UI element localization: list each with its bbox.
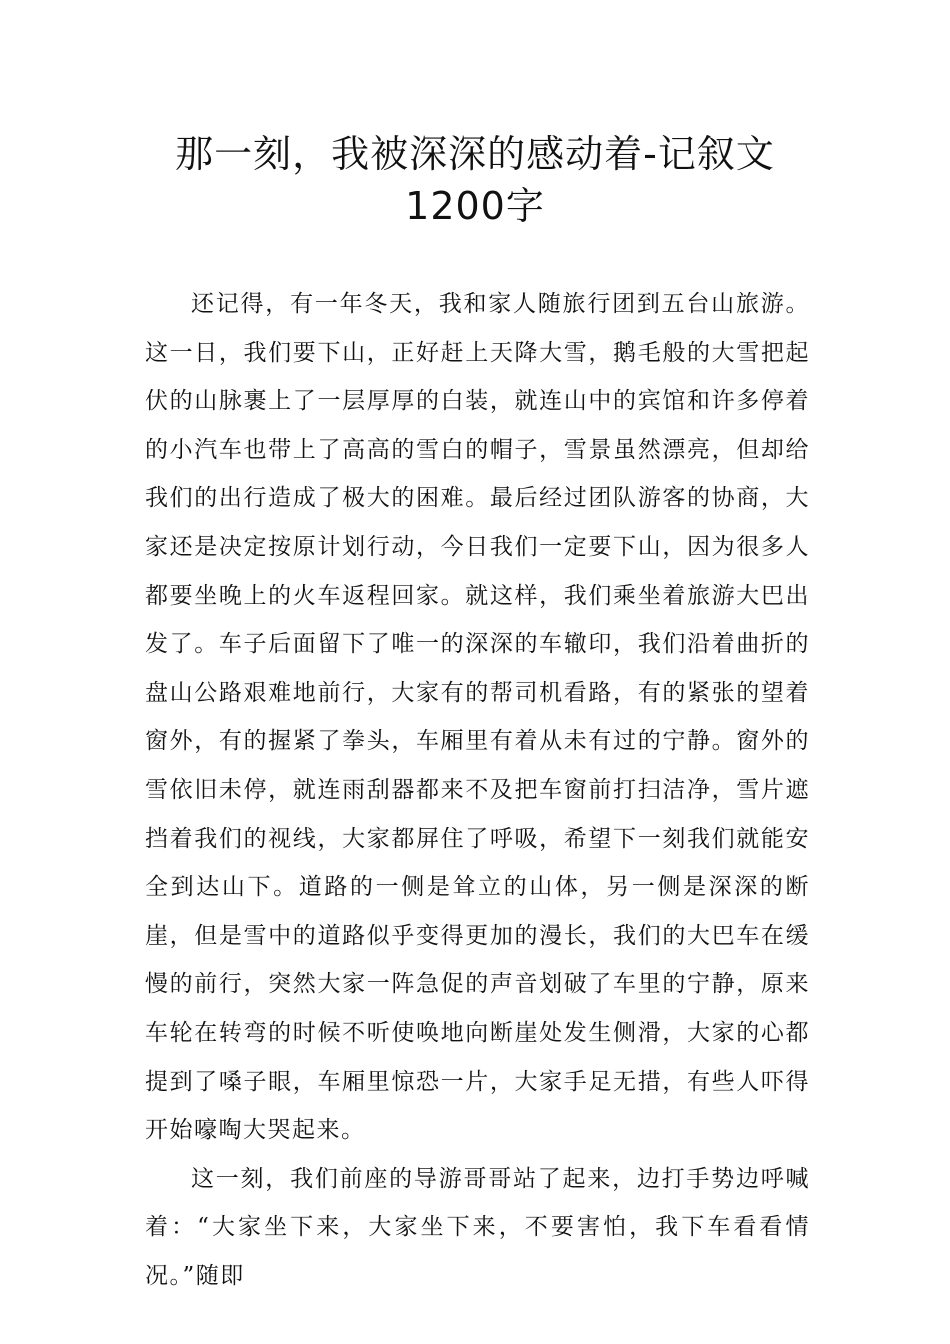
document-body xyxy=(145,280,810,1300)
document-title xyxy=(100,128,850,232)
title-line-1: 那一刻，我被深深的感动着-记叙文 xyxy=(175,132,775,176)
paragraph-1: 还记得，有一年冬天，我和家人随旅行团到五台山旅游。这一日，我们要下山，正好赶上天降大雪，鹅毛般的大雪把起伏的山脉裹上了一层厚厚的白装，就连山中的宾馆和许多停着的小汽车也带上了高高的雪白的帽子，雪景虽然漂亮，但却给我们的出行造成了极大的困难。最后经过团队游客的协商，大家还是决定按原计划行动，今日我们一定要下山，因为很多人都要坐晚上的火车返程回家。就这样，我们乘坐着旅游大巴出发了。车子后面留下了唯一的深深的车辙印，我们沿着曲折的盘山公路艰难地前行，大家有的帮司机看路，有的紧张的望着窗外，有的握紧了拳头，车厢里有着从未有过的宁静。窗外的雪依旧未停，就连雨刮器都来不及把车窗前打扫洁净，雪片遮挡着我们的视线，大家都屏住了呼吸，希望下一刻我们就能安全到达山下。道路的一侧是耸立的山体，另一侧是深深的断崖，但是雪中的道路似乎变得更加的漫长，我们的大巴车在缓慢的前行，突然大家一阵急促的声音划破了车里的宁静，原来车轮在转弯的时候不听使唤地向断崖处发生侧滑，大家的心都提到了嗓子眼，车厢里惊恐一片，大家手足无措，有些人吓得开始嚎啕大哭起来。 xyxy=(145,291,810,1144)
title-line-2: 1200字 xyxy=(405,184,545,228)
paragraph-2: 这一刻，我们前座的导游哥哥站了起来，边打手势边呼喊着：“大家坐下来，大家坐下来，不要害怕，我下车看看情况。”随即 xyxy=(145,1165,810,1289)
